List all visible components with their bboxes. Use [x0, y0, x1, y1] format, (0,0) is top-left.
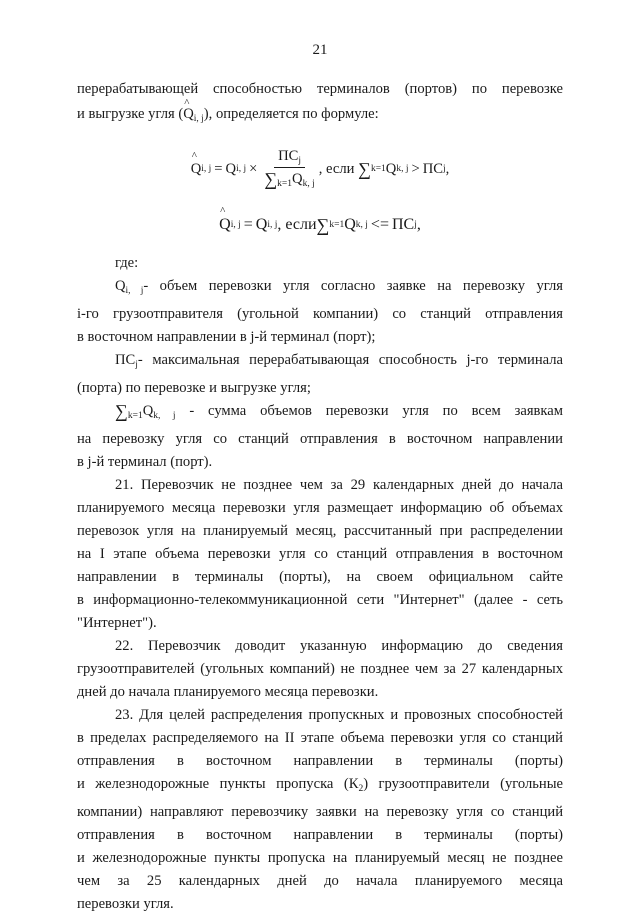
text-line: перерабатывающей способностью терминалов (портов) по перевозке	[77, 81, 563, 97]
intro-paragraph	[77, 78, 563, 131]
text-line: направлении в терминалы (порты), на своем официальном сайте	[77, 569, 563, 585]
text-line: в j-й терминал (порт).	[77, 454, 213, 470]
condition-text: , если	[318, 160, 355, 177]
subscript: k, j	[355, 220, 368, 230]
subscript: j	[443, 164, 446, 174]
sum-symbol: ∑	[316, 214, 330, 235]
formula-q: Q	[385, 160, 397, 177]
text-line: чем за 25 календарных дней до начала планируемого месяца	[77, 873, 563, 889]
text-fragment: ), определяется по формуле:	[203, 106, 379, 122]
text-line: перевозки угля.	[77, 896, 174, 912]
formula-rhs: ПС	[391, 216, 415, 233]
subscript: j	[414, 220, 417, 230]
text-line: на перевозку угля со станций отправления в восточном направлении	[77, 431, 563, 447]
equals-sign: =	[243, 216, 253, 233]
fraction-numerator: $ПС_j$	[274, 148, 305, 168]
text-line: дней до начала планируемого месяца перевозки.	[77, 684, 379, 700]
subscript: k, j	[396, 164, 409, 174]
subscript: k=1	[370, 164, 386, 174]
formula-q: Q	[225, 160, 237, 177]
text-line: планируемого месяца перевозки угля размещает информацию об объемах	[77, 500, 563, 516]
paragraph-23: 23. Для целей распределения пропускных и провозных способностей	[115, 707, 563, 723]
text-line: и железнодорожные пункты пропуска $(К_2)$ грузоотправители (угольные	[77, 776, 563, 794]
text-line: в восточном направлении в j-й терминал (порт);	[77, 329, 376, 345]
formula-q: Q	[344, 216, 356, 233]
text-line: $Q_{i, j}-$ объем перевозки угля согласно заявке на перевозку угля	[115, 278, 563, 296]
comma: ,	[445, 160, 450, 177]
subscript: i, j	[267, 220, 278, 230]
page-number: 21	[312, 42, 328, 58]
text-line: и железнодорожные пункты пропуска на планируемый месяц не позднее	[77, 850, 563, 866]
text-line: грузоотправителей (угольных компаний) не позднее чем за 27 календарных	[77, 661, 563, 677]
sum-symbol: ∑	[358, 158, 371, 179]
text-line	[77, 103, 563, 131]
text-fragment: и выгрузке угля (	[77, 106, 184, 122]
comma: ,	[416, 216, 421, 233]
formula-lhs: ^ Q	[219, 216, 231, 234]
text-line: отправления в восточном направлении в терминалы (порты)	[77, 753, 563, 769]
q-hat-symbol: ^ Q	[183, 103, 194, 126]
text-line: i-го грузоотправителя (угольной компании) со станций отправления	[77, 306, 563, 322]
paragraph-22: 22. Перевозчик доводит указанную информацию до сведения	[115, 638, 563, 654]
formula-lhs: ^ Q	[191, 161, 202, 178]
text-line: компании) направляют перевозчику заявки на перевозку угля со станций	[77, 804, 563, 820]
times-sign: ×	[249, 160, 258, 177]
less-equal-sign: <=	[370, 216, 389, 233]
formula-q: Q	[255, 216, 268, 233]
fraction	[264, 148, 314, 190]
text-line: $ПС_j-$ максимальная перерабатывающая способность j-го терминала	[115, 352, 563, 370]
where-label: где:	[115, 255, 139, 271]
text-line: "Интернет").	[77, 615, 157, 631]
subscript: i, j	[230, 220, 241, 230]
text-line: $\sum_{k=1}Q_{k, j}$ - сумма объемов перевозки угля по всем заявкам	[115, 401, 564, 421]
text-line: в пределах распределяемого на II этапе объема перевозки угля со станций	[77, 730, 563, 746]
paragraph-21: 21. Перевозчик не позднее чем за 29 календарных дней до начала	[115, 477, 563, 493]
condition-text: , если	[277, 216, 317, 233]
text-line: (порта) по перевозке и выгрузке угля;	[77, 380, 311, 396]
text-line: на I этапе объема перевозки угля со станций отправления в восточном	[77, 546, 563, 562]
text-line: перевозок угля на планируемый месяц, рассчитанный при распределении	[77, 523, 563, 539]
greater-sign: >	[411, 160, 420, 177]
definitions	[77, 252, 563, 916]
text-line: отправления в восточном направлении в терминалы (порты)	[77, 827, 563, 843]
subscript: i, j	[201, 164, 212, 174]
text-line: в информационно-телекоммуникационной сети "Интернет" (далее - сеть	[77, 592, 563, 608]
subscript: i, j	[193, 114, 204, 124]
formula-rhs: ПС	[422, 160, 443, 177]
formula-1	[0, 146, 640, 192]
subscript: i, j	[236, 164, 247, 174]
formula-2	[0, 210, 640, 240]
equals-sign: =	[214, 160, 223, 177]
fraction-denominator: $\sum_{k=1}Q_{k, j}$	[264, 169, 315, 189]
subscript: k=1	[329, 220, 345, 230]
